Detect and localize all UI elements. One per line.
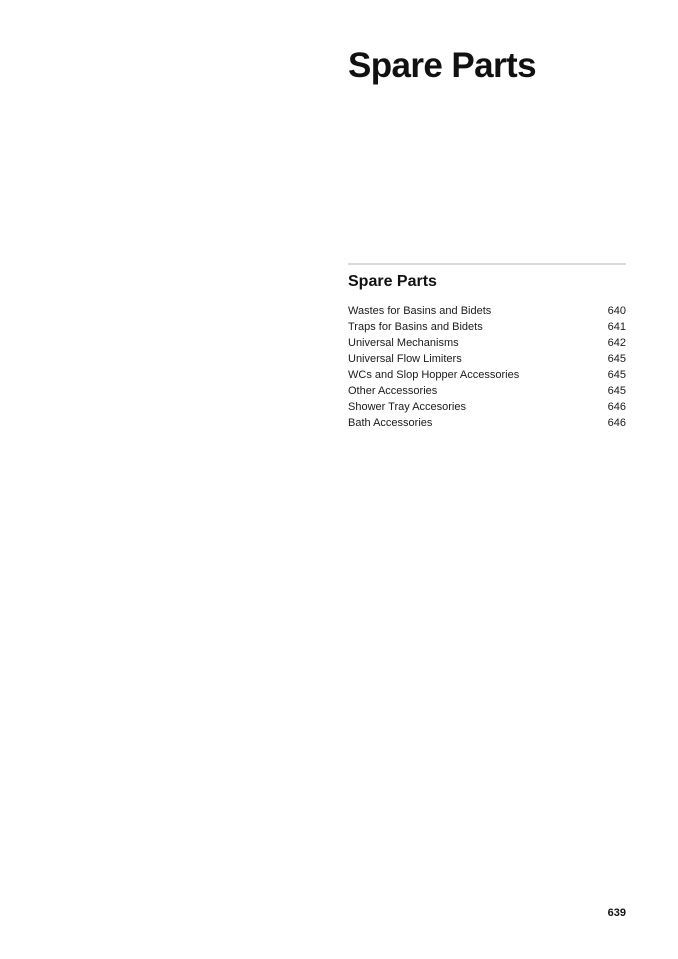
section-divider bbox=[348, 263, 626, 265]
toc-item-label: Wastes for Basins and Bidets bbox=[348, 305, 492, 317]
toc-item-label: Bath Accessories bbox=[348, 417, 433, 429]
toc-item-label: Other Accessories bbox=[348, 385, 438, 397]
toc-item-label: Shower Tray Accesories bbox=[348, 401, 466, 413]
toc-item-page: 645 bbox=[607, 385, 626, 397]
toc-item-bath-accessories[interactable] bbox=[348, 415, 626, 431]
toc-item-other-accessories[interactable] bbox=[348, 383, 626, 399]
toc-item-page: 645 bbox=[607, 369, 626, 381]
toc-item-wcs-and-slop-hopper-accessories[interactable] bbox=[348, 367, 626, 383]
toc-item-page: 640 bbox=[607, 305, 626, 317]
toc-item-traps-for-basins-and-bidets[interactable] bbox=[348, 319, 626, 335]
table-of-contents bbox=[348, 263, 626, 431]
toc-item-label: WCs and Slop Hopper Accessories bbox=[348, 369, 520, 381]
toc-item-page: 642 bbox=[607, 337, 626, 349]
page-number: 639 bbox=[607, 907, 626, 919]
toc-item-universal-flow-limiters[interactable] bbox=[348, 351, 626, 367]
toc-item-universal-mechanisms[interactable] bbox=[348, 335, 626, 351]
toc-item-label: Universal Flow Limiters bbox=[348, 353, 462, 365]
toc-item-page: 646 bbox=[607, 417, 626, 429]
toc-item-label: Universal Mechanisms bbox=[348, 337, 459, 349]
page-title: Spare Parts bbox=[348, 46, 536, 85]
toc-item-page: 645 bbox=[607, 353, 626, 365]
toc-heading: Spare Parts bbox=[348, 273, 437, 290]
toc-item-shower-tray-accesories[interactable] bbox=[348, 399, 626, 415]
toc-list bbox=[348, 303, 626, 431]
toc-item-page: 641 bbox=[607, 321, 626, 333]
toc-item-label: Traps for Basins and Bidets bbox=[348, 321, 483, 333]
toc-item-wastes-for-basins-and-bidets[interactable] bbox=[348, 303, 626, 319]
toc-item-page: 646 bbox=[607, 401, 626, 413]
